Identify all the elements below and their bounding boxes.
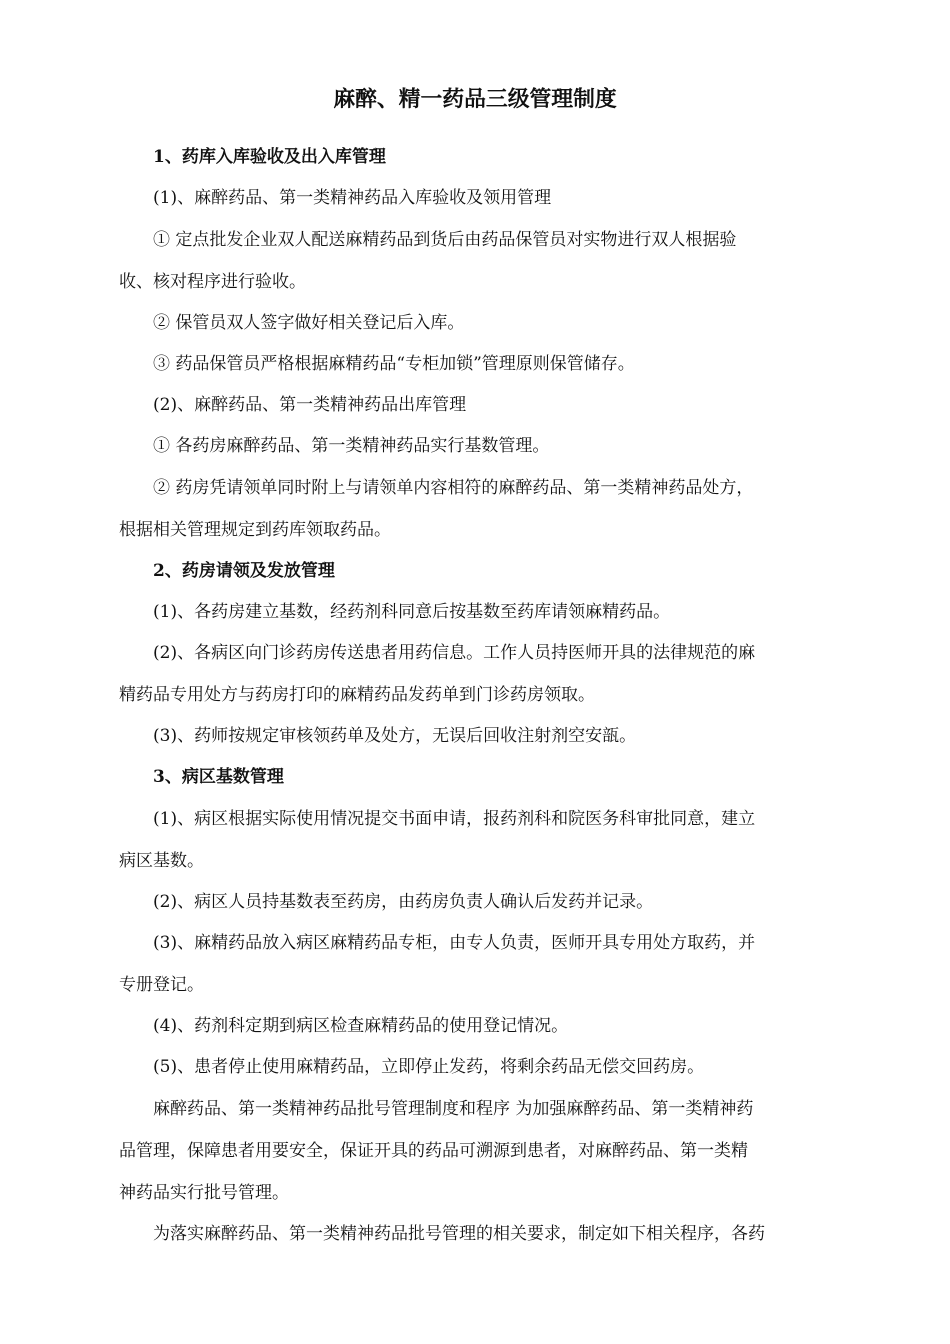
paragraph-line: ① 定点批发企业双人配送麻精药品到货后由药品保管员对实物进行双人根据验 [153, 230, 737, 250]
section-heading: 1、药库入库验收及出入库管理 [153, 147, 386, 167]
paragraph-line: (3)、麻精药品放入病区麻精药品专柜，由专人负责，医师开具专用处方取药，并 [153, 933, 756, 953]
document-title: 麻醉、精一药品三级管理制度 [333, 87, 617, 112]
paragraph-line: 精药品专用处方与药房打印的麻精药品发药单到门诊药房领取。 [119, 685, 595, 705]
paragraph-line: (1)、各药房建立基数，经药剂科同意后按基数至药库请领麻精药品。 [153, 602, 671, 622]
paragraph-line: 病区基数。 [119, 851, 204, 871]
section-heading: 2、药房请领及发放管理 [153, 561, 335, 581]
paragraph-line: (2)、病区人员持基数表至药房，由药房负责人确认后发药并记录。 [153, 892, 654, 912]
section-heading: 3、病区基数管理 [153, 767, 284, 787]
paragraph-line: ① 各药房麻醉药品、第一类精神药品实行基数管理。 [153, 436, 550, 456]
paragraph-line: 收、核对程序进行验收。 [119, 272, 306, 292]
paragraph-line: 神药品实行批号管理。 [119, 1183, 289, 1203]
paragraph-line: (4)、药剂科定期到病区检查麻精药品的使用登记情况。 [153, 1016, 569, 1036]
subsection-heading: (2)、麻醉药品、第一类精神药品出库管理 [153, 395, 467, 415]
paragraph-line: 专册登记。 [119, 975, 204, 995]
paragraph-line: (2)、各病区向门诊药房传送患者用药信息。工作人员持医师开具的法律规范的麻 [153, 643, 756, 663]
subsection-heading: (1)、麻醉药品、第一类精神药品入库验收及领用管理 [153, 188, 552, 208]
paragraph-line: 为落实麻醉药品、第一类精神药品批号管理的相关要求，制定如下相关程序，各药 [153, 1224, 765, 1244]
paragraph-line: (1)、病区根据实际使用情况提交书面申请，报药剂科和院医务科审批同意，建立 [153, 809, 756, 829]
paragraph-line: ② 保管员双人签字做好相关登记后入库。 [153, 313, 465, 333]
paragraph-line: 根据相关管理规定到药库领取药品。 [119, 520, 391, 540]
paragraph-line: ② 药房凭请领单同时附上与请领单内容相符的麻醉药品、第一类精神药品处方， [153, 478, 754, 498]
paragraph-line: (3)、药师按规定审核领药单及处方，无误后回收注射剂空安瓿。 [153, 726, 637, 746]
paragraph-line: 麻醉药品、第一类精神药品批号管理制度和程序 为加强麻醉药品、第一类精神药 [153, 1099, 754, 1119]
paragraph-line: 品管理，保障患者用要安全，保证开具的药品可溯源到患者，对麻醉药品、第一类精 [119, 1141, 748, 1161]
paragraph-line: ③ 药品保管员严格根据麻精药品“专柜加锁”管理原则保管储存。 [153, 354, 635, 374]
paragraph-line: (5)、患者停止使用麻精药品，立即停止发药，将剩余药品无偿交回药房。 [153, 1057, 705, 1077]
